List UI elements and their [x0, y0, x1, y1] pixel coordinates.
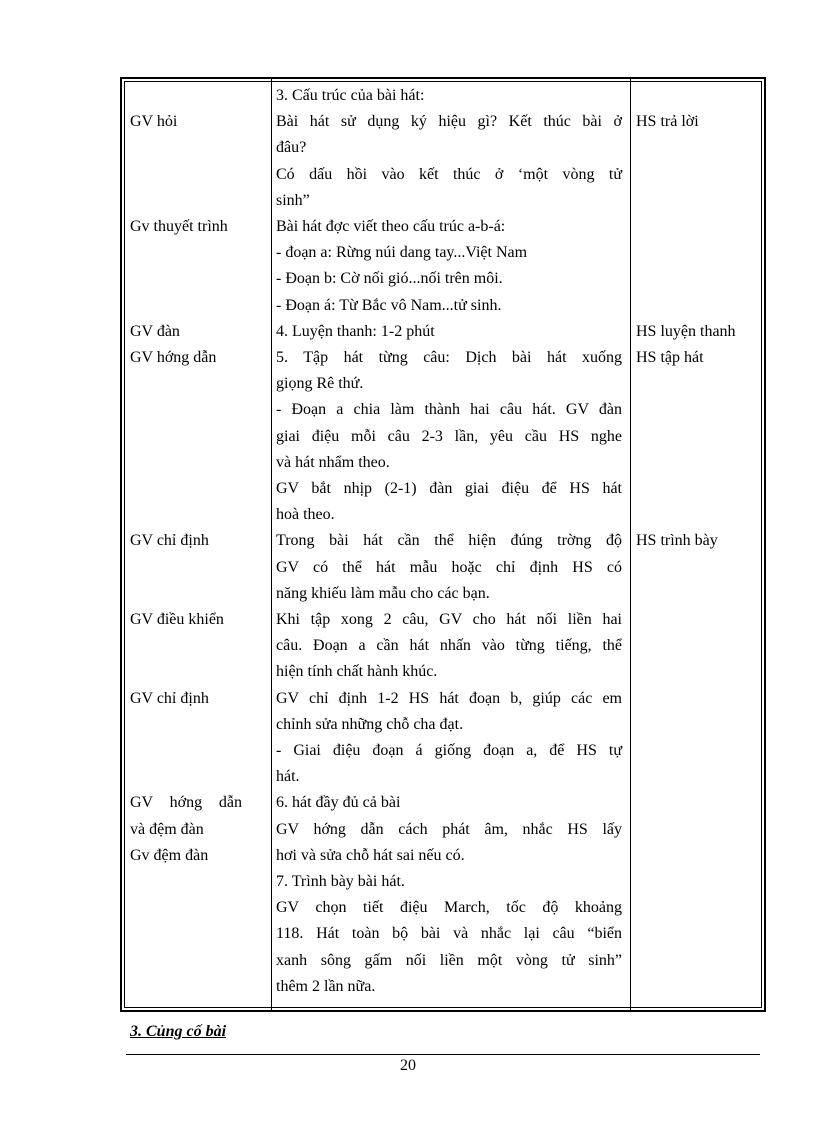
- student-activity-line: HS trả lời: [636, 113, 699, 130]
- content-line: - Đoạn b: Cờ nối gió...nối trên môi.: [276, 270, 503, 287]
- content-line: xanh sông gấm nối liền một vòng tử sinh”: [276, 952, 622, 969]
- student-activity-line: HS trình bày: [636, 532, 718, 549]
- content-line: - Giai điệu đoạn á giống đoạn a, để HS tự: [276, 742, 622, 759]
- content-line: giai điệu mỗi câu 2-3 lần, yêu cầu HS nghe: [276, 428, 622, 445]
- column-divider-1: [271, 79, 272, 1010]
- content-line: Khi tập xong 2 câu, GV cho hát nối liền hai: [276, 611, 622, 628]
- teacher-activity-line: GV chỉ định: [130, 690, 209, 707]
- content-line: - đoạn a: Rừng núi dang tay...Việt Nam: [276, 244, 528, 261]
- content-line: năng khiếu làm mẫu cho các bạn.: [276, 585, 490, 602]
- content-line: Bài hát sử dụng ký hiệu gì? Kết thúc bài ở: [276, 113, 622, 130]
- content-line: 6. hát đầy đủ cả bài: [276, 794, 401, 811]
- student-activity-line: HS luyện thanh: [636, 323, 736, 340]
- teacher-activity-line: GV hỏi: [130, 113, 178, 130]
- content-line: - Đoạn a chia làm thành hai câu hát. GV đàn: [276, 401, 622, 418]
- page-number: 20: [400, 1057, 416, 1074]
- teacher-activity-line: và đệm đàn: [130, 821, 204, 838]
- content-line: Có dấu hồi vào kết thúc ở ‘một vòng tử: [276, 166, 622, 183]
- content-line: GV có thể hát mẫu hoặc chỉ định HS có: [276, 559, 622, 576]
- student-activity-line: HS tập hát: [636, 349, 704, 366]
- footer-rule: [126, 1054, 760, 1055]
- content-line: chỉnh sửa những chỗ cha đạt.: [276, 716, 464, 733]
- content-line: Trong bài hát cần thể hiện đúng trờng độ: [276, 532, 622, 549]
- content-line: GV bắt nhịp (2-1) đàn giai điệu để HS hát: [276, 480, 622, 497]
- content-line: hát.: [276, 768, 300, 785]
- content-line: câu. Đoạn a cần hát nhấn vào từng tiếng, thể: [276, 637, 622, 654]
- teacher-activity-line: GV điều khiển: [130, 611, 224, 628]
- content-line: sinh”: [276, 192, 310, 209]
- content-line: hoà theo.: [276, 506, 335, 523]
- teacher-activity-line: GV chỉ định: [130, 532, 209, 549]
- content-line: 118. Hát toàn bộ bài và nhắc lại câu “biển: [276, 925, 622, 942]
- column-divider-2: [630, 79, 631, 1010]
- section-heading: 3. Củng cố bài: [130, 1023, 227, 1040]
- content-line: 4. Luyện thanh: 1-2 phút: [276, 323, 435, 340]
- content-line: GV chọn tiết điệu March, tốc độ khoảng: [276, 899, 622, 916]
- content-line: thêm 2 lần nữa.: [276, 978, 376, 995]
- content-line: - Đoạn á: Từ Bắc vô Nam...tử sinh.: [276, 297, 502, 314]
- content-line: và hát nhẩm theo.: [276, 454, 390, 471]
- content-line: GV hớng dẫn cách phát âm, nhắc HS lấy: [276, 821, 622, 838]
- content-line: hiện tính chất hành khúc.: [276, 663, 438, 680]
- teacher-activity-line: GV hớng dẫn: [130, 349, 217, 366]
- content-line: 5. Tập hát từng câu: Dịch bài hát xuống: [276, 349, 622, 366]
- content-line: Bài hát đợc viết theo cấu trúc a-b-á:: [276, 218, 506, 235]
- content-line: hơi và sửa chỗ hát sai nếu có.: [276, 847, 465, 864]
- content-line: đâu?: [276, 139, 307, 156]
- teacher-activity-line: GV hớng dẫn: [130, 794, 242, 811]
- content-line: GV chỉ định 1-2 HS hát đoạn b, giúp các em: [276, 690, 622, 707]
- content-line: 3. Cấu trúc của bài hát:: [276, 87, 425, 104]
- content-line: giọng Rê thứ.: [276, 375, 364, 392]
- content-line: 7. Trình bày bài hát.: [276, 873, 405, 890]
- teacher-activity-line: GV đàn: [130, 323, 180, 340]
- teacher-activity-line: Gv thuyết trình: [130, 218, 228, 235]
- teacher-activity-line: Gv đệm đàn: [130, 847, 209, 864]
